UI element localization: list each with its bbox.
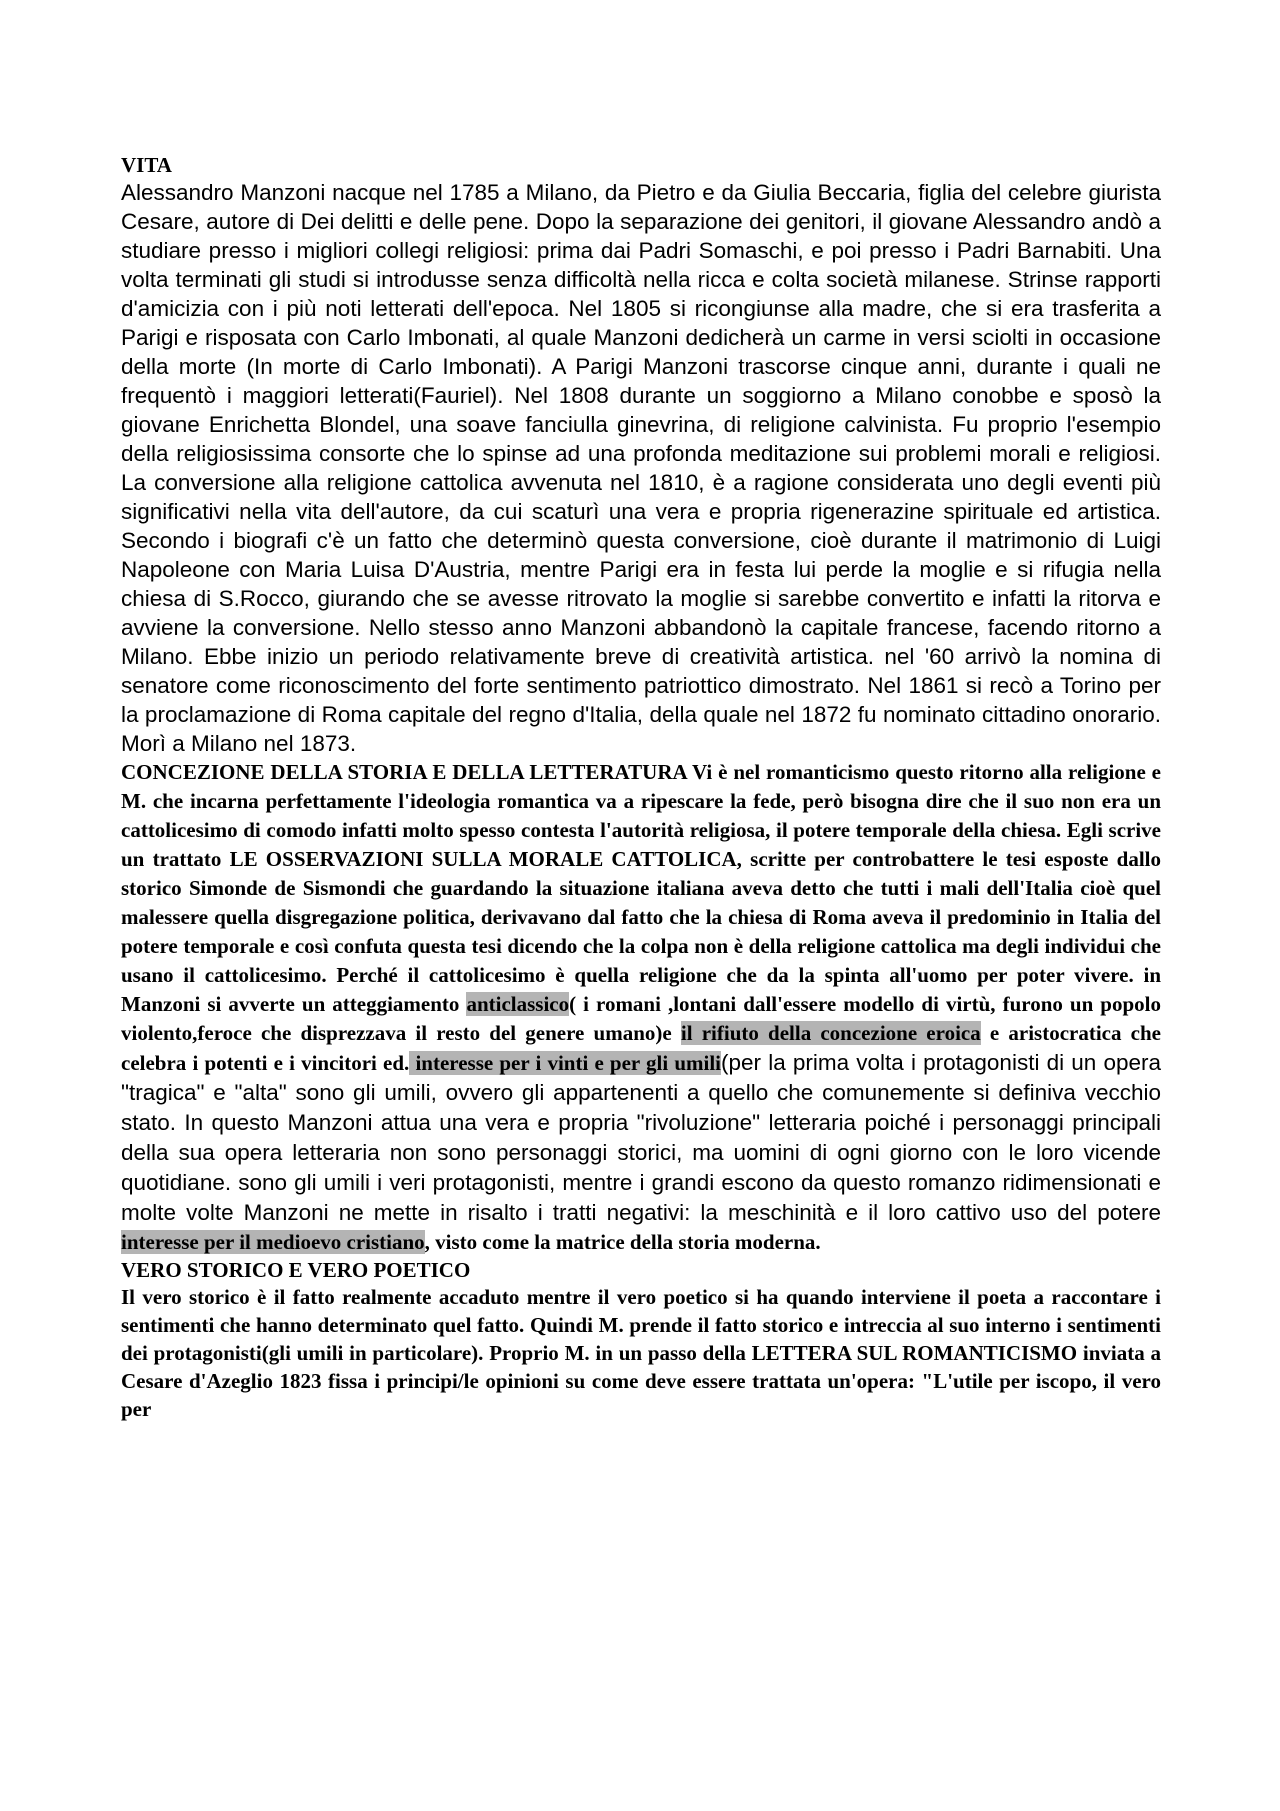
text-run-sans: (per la prima volta i protagonisti di un opera "tragica" e "alta" sono gli umili, ovvero gli appartenenti a quello che comunemente si definiva vecchio stato. In questo Manzoni attua una vera e propria "rivoluzione" letteraria poiché i personaggi principali della sua opera letteraria non sono personaggi storici, ma uomini di ogni giorno con le loro vicende quotidiane. sono gli umili i veri protagonisti, mentre i grandi escono da questo romanzo ridimensionati e molte volte Manzoni ne mette in risalto i tratti negativi: la meschinità e il loro cattivo uso del potere [121, 1050, 1162, 1225]
text-run: Vi è nel romanticismo questo ritorno alla religione e M. che incarna perfettamente l'ideologia romantica va a ripescare la fede, però bisogna dire che il suo non era un cattolicesimo di comodo infatti molto spesso contesta l'autorità religiosa, il potere temporale della chiesa. Egli scrive un trattato LE OSSERVAZIONI SULLA MORALE CATTOLICA, scritte per controbattere le tesi esposte dallo storico Simonde de Sismondi che guardando la situazione italiana aveva detto che tutti i mali dell'Italia cioè quel malessere quella disgregazione politica, derivavano dal fatto che la chiesa di Roma aveva il predominio in Italia del potere temporale e così confuta questa tesi dicendo che la colpa non è della religione cattolica ma degli individui che usano il cattolicesimo. Perché il cattolicesimo è quella religione che da la spinta all'uomo per poter vivere. in Manzoni si avverte un atteggiamento [121, 760, 1161, 1016]
paragraph-vero: Il vero storico è il fatto realmente accaduto mentre il vero poetico si ha quando interviene il poeta a raccontare i sentimenti che hanno determinato quel fatto. Quindi M. prende il fatto storico e intreccia al suo interno i sentimenti dei protagonisti(gli umili in particolare). Proprio M. in un passo della LETTERA SUL ROMANTICISMO inviata a Cesare d'Azeglio 1823 fissa i principi/le opinioni su come deve essere trattata un'opera: "L'utile per iscopo, il vero per [121, 1285, 1161, 1421]
highlight-medioevo: interesse per il medioevo cristiano [121, 1230, 425, 1254]
paragraph-vita: Alessandro Manzoni nacque nel 1785 a Milano, da Pietro e da Giulia Beccaria, figlia del celebre giurista Cesare, autore di Dei delitti e delle pene. Dopo la separazione dei genitori, il giovane Alessandro andò a studiare presso i migliori collegi religiosi: prima dai Padri Somaschi, e poi presso i Padri Barnabiti. Una volta terminati gli studi si introdusse senza difficoltà nella ricca e colta società milanese. Strinse rapporti d'amicizia con i più noti letterati dell'epoca. Nel 1805 si ricongiunse alla madre, che si era trasferita a Parigi e risposata con Carlo Imbonati, al quale Manzoni dedicherà un carme in versi sciolti in occasione della morte (In morte di Carlo Imbonati). A Parigi Manzoni trascorse cinque anni, durante i quali ne frequentò i maggiori letterati(Fauriel). Nel 1808 durante un soggiorno a Milano conobbe e sposò la giovane Enrichetta Blondel, una soave fanciulla ginevrina, di religione calvinista. Fu proprio l'esempio della religiosissima consorte che lo spinse ad una profonda meditazione sui problemi morali e religiosi. La conversione alla religione cattolica avvenuta nel 1810, è a ragione considerata uno degli eventi più significativi nella vita dell'autore, da cui scaturì una vera e propria rigenerazine spirituale ed artistica. Secondo i biografi c'è un fatto che determinò questa conversione, cioè durante il matrimonio di Luigi Napoleone con Maria Luisa D'Austria, mentre Parigi era in festa lui perde la moglie e si rifugia nella chiesa di S.Rocco, giurando che se avesse ritrovato la moglie si sarebbe convertito e infatti la ritorva e avviene la conversione. Nello stesso anno Manzoni abbandonò la capitale francese, facendo ritorno a Milano. Ebbe inizio un periodo relativamente breve di creatività artistica. nel '60 arrivò la nomina di senatore come riconoscimento del forte sentimento patriottico dimostrato. Nel 1861 si recò a Torino per la proclamazione di Roma capitale del regno d'Italia, della quale nel 1872 fu nominato cittadino onorario. Morì a Milano nel 1873. [121, 180, 1161, 756]
highlight-anticlassico: anticlassico [466, 992, 570, 1016]
paragraph-concezione [121, 758, 1161, 1257]
section-heading-concezione: CONCEZIONE DELLA STORIA E DELLA LETTERATURA [121, 760, 687, 784]
highlight-vinti-umili: interesse per i vinti e per gli umili [409, 1051, 722, 1075]
highlight-concezione-eroica: il rifiuto della concezione eroica [680, 1021, 981, 1045]
text-run: , visto come la matrice della storia moderna. [424, 1230, 821, 1254]
text-run: e aristocratica che celebra i potenti e i vincitori ed. [121, 1021, 1161, 1075]
document-content [121, 152, 1161, 1423]
text-run: ( i romani ,lontani dall'essere modello di virtù, furono un popolo violento,feroce che disprezzava il resto del genere umano)e [121, 992, 1161, 1045]
section-heading-vero: VERO STORICO E VERO POETICO [121, 1258, 471, 1282]
section-heading-vita: VITA [121, 153, 172, 177]
